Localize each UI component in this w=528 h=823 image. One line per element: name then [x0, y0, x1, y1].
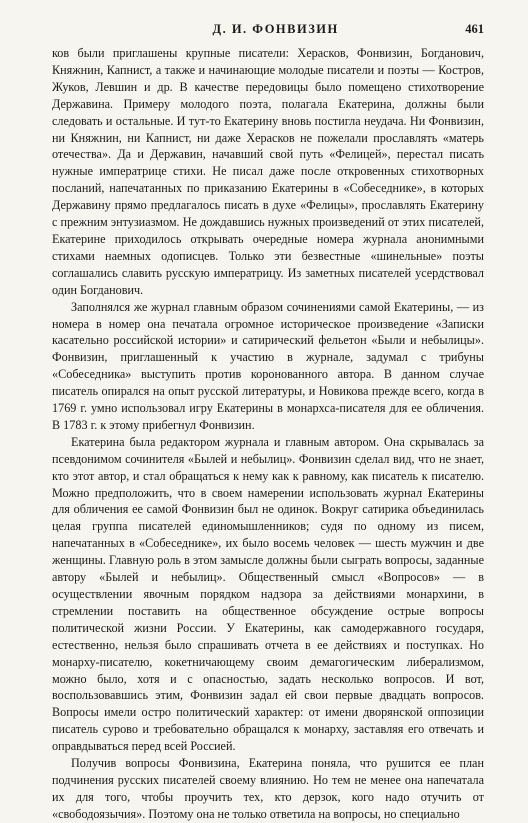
page-header	[52, 22, 484, 37]
paragraph-3: Екатерина была редактором журнала и главным автором. Она скрывалась за псевдонимом сочинителя «Былей и небылиц». Фонвизин сделал вид, что не знает, кто этот автор, и стал обращаться к нему как к равному, как писатель к писателю. Можно предположить, что в своем намерении использовать журнал Екатерины для обличения ее самой Фонвизин был не одинок. Вокруг сатирика объединилась целая группа писателей единомышленников; судя по одному из писем, напечатанных в «Собеседнике», их было восемь человек — шесть мужчин и две женщины. Главную роль в этом замысле должны были сыграть вопросы, заданные автору «Былей и небылиц». Общественный смысл «Вопросов» — в осуществлении явочным порядком надзора за действиями монархини, в стремлении поставить на общественное обсуждение острые вопросы политической жизни России. У Екатерины, как самодержавного государя, естественно, нельзя было спрашивать отчета в ее действиях и поступках. Но монарху-писателю, кокетничающему своим демагогическим либерализмом, можно было, хотя и с опасностью, задать несколько вопросов. И вот, воспользовавшись этим, Фонвизин задал ей свои первые двадцать вопросов. Вопросы имели остро политический характер: от имени дворянской оппозиции писатель сурово и требовательно обращался к монарху, заставляя его отвечать и оправдываться перед всей Россией.	[52, 434, 484, 754]
page-number: 461	[465, 22, 484, 36]
paragraph-2: Заполнялся же журнал главным образом сочинениями самой Екатерины, — из номера в номер она печатала огромное историческое произведение «Записки касательно российской истории» и сатирический фельетон «Были и небылицы». Фонвизин, приглашенный к участию в журнале, задумал с трибуны «Собеседника» выступить против коронованного автора. В данном случае писатель опирался на опыт русской литературы, и Новикова прежде всего, когда в 1769 г. умно использовал игру Екатерины в монархса-писателя для ее обличения. В 1783 г. к этому прибегнул Фонвизин.	[52, 299, 484, 432]
running-title: Д. И. ФОНВИЗИН	[212, 22, 339, 36]
paragraph-4: Получив вопросы Фонвизина, Екатерина поняла, что рушится ее план подчинения русских писателей своему влиянию. Но тем не менее она напечатала их для того, чтобы проучить тех, кто дерзок, кого надо отучить от «свободоязычия». Поэтому она не только ответила на вопросы, но специально	[52, 756, 484, 821]
paragraph-1: ков были приглашены крупные писатели: Херасков, Фонвизин, Богданович, Княжнин, Капнист, а также и начинающие молодые писатели и поэты — Костров, Жуков, Левшин и др. В качестве передовицы было помещено стихотворение Державина. Примеру молодого поэта, полагала Екатерина, должны были следовать и остальные. И тут-то Екатерину вновь постигла неудача. Ни Фонвизин, ни Княжнин, ни Капнист, ни даже Херасков не пожелали прославлять «матерь отечества». Да и Державин, начавший свой путь «Фелицей», перестал писать нужные императрице стихи. Не писал даже после откровенных стихотворных посланий, напечатанных по приказанию Екатерины в «Собеседнике», в которых Державину прямо предлагалось писать в духе «Фелицы», прославлять Екатерину с прежним энтузиазмом. Не дождавшись нужных произведений от этих писателей, Екатерине приходилось открывать очередные номера журнала анонимными стихами наемных одописцев. Только эти безвестные «шинельные» поэты соглашались славить русскую императрицу. Из заметных писателей усердствовал один Богданович.	[52, 46, 484, 297]
